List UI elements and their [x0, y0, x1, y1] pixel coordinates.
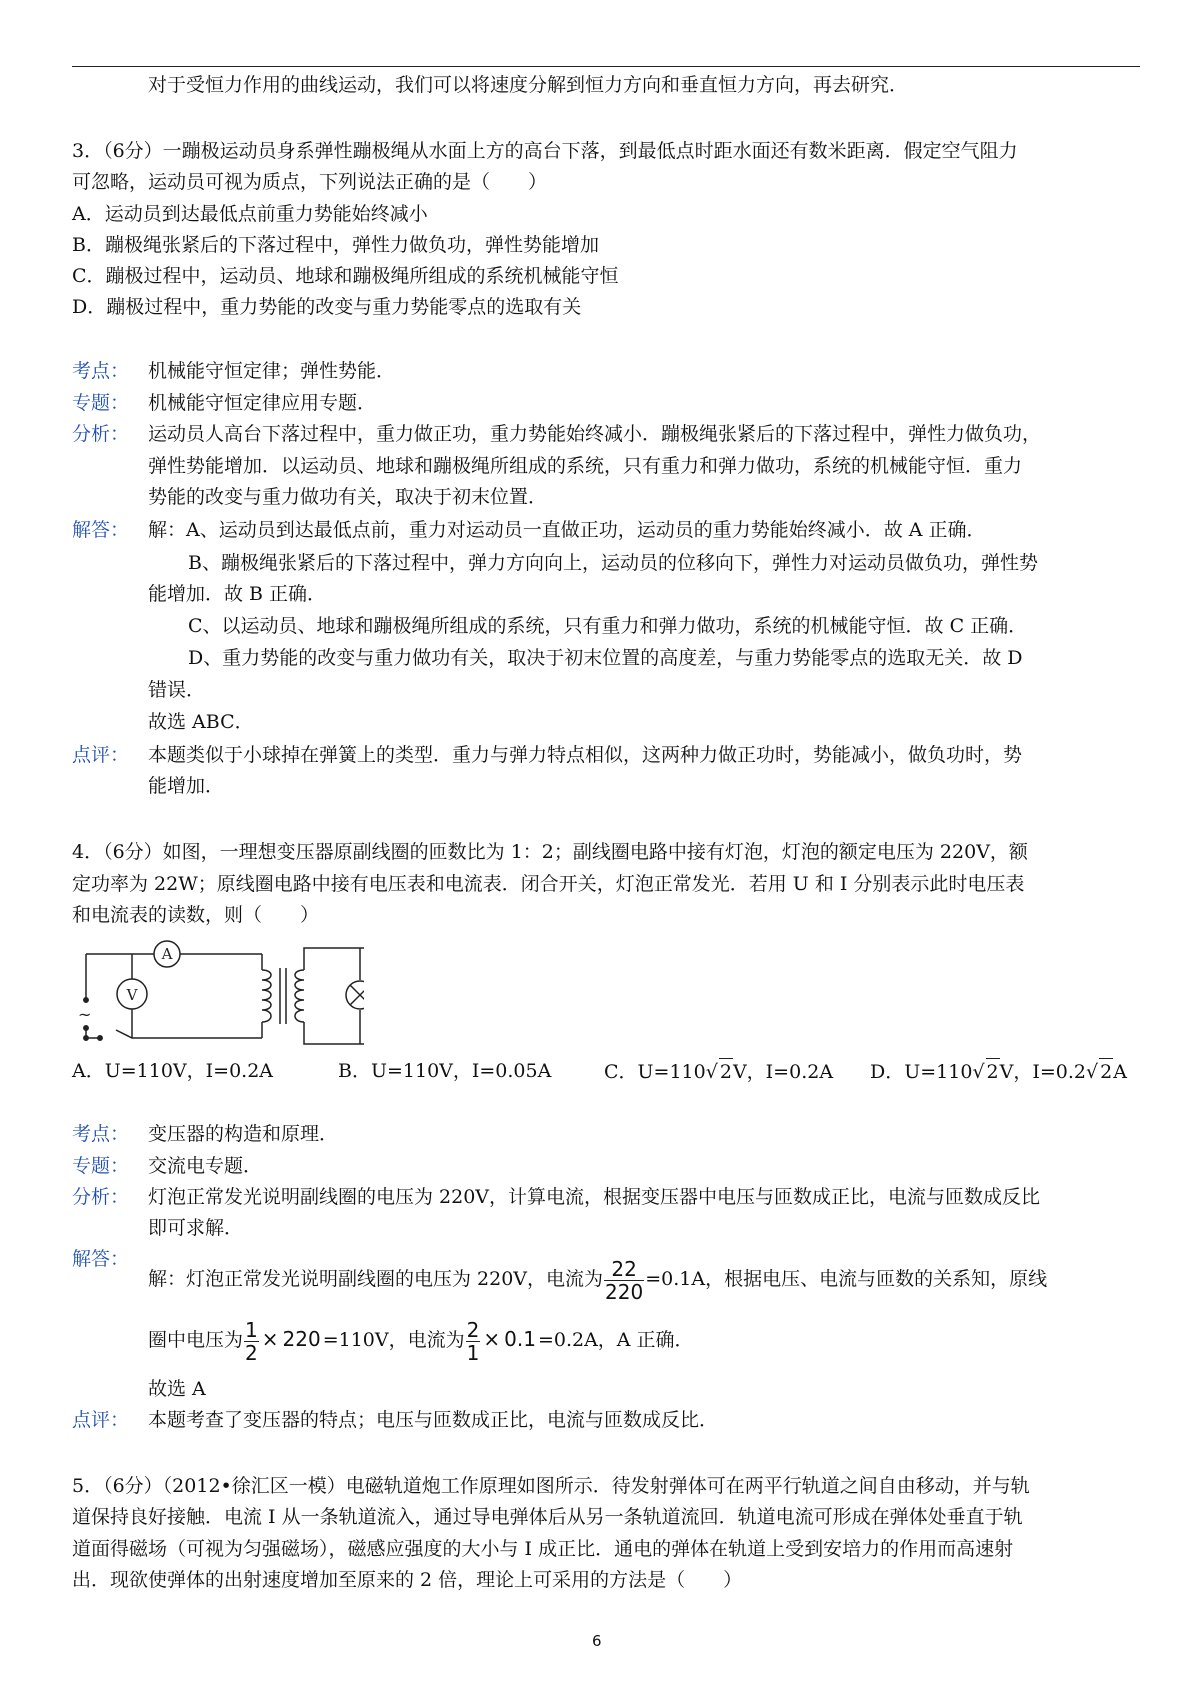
q4-dianping: 本题考查了变压器的特点；电压与匝数成正比，电流与匝数成反比．: [148, 1409, 719, 1431]
transformer-circuit-diagram: [74, 930, 364, 1050]
q3-option-c: C．蹦极过程中，运动员、地球和蹦极绳所组成的系统机械能守恒: [72, 265, 619, 287]
fraction-2-over-1: $\frac{2}{1}$: [466, 1317, 480, 1365]
q4-jieda-line-1: 解：灯泡正常发光说明副线圈的电压为 220V，电流为 $\frac{22}{220}$ =0.1A，根据电压、电流与匝数的关系知，原线: [148, 1256, 1048, 1304]
voltmeter-label: V: [126, 986, 138, 1004]
q3-jieda-line-4: C、以运动员、地球和蹦极绳所组成的系统，只有重力和弹力做功，系统的机械能守恒．故 C 正确．: [188, 615, 1028, 637]
q3-dianping-line-1: 本题类似于小球掉在弹簧上的类型．重力与弹力特点相似，这两种力做正功时，势能减小，做负功时，势: [148, 744, 1023, 766]
fraction-22-over-220: $\frac{22}{220}$: [605, 1256, 644, 1304]
q3-option-a: A．运动员到达最低点前重力势能始终减小: [72, 203, 428, 225]
q3-zhuanti-label: 专题：: [72, 392, 130, 414]
q4-zhuanti-label: 专题：: [72, 1155, 130, 1177]
q3-jieda-line-6: 错误．: [148, 679, 206, 701]
q4-fenxi-line-1: 灯泡正常发光说明副线圈的电压为 220V，计算电流，根据变压器中电压与匝数成正比，电流与匝数成反比: [148, 1186, 1041, 1208]
q3-kaodian: 机械能守恒定律；弹性势能．: [148, 360, 396, 382]
fraction-1-over-2: $\frac{1}{2}$: [245, 1317, 258, 1365]
q3-jieda-line-7: 故选 ABC．: [148, 711, 254, 733]
q3-option-d: D．蹦极过程中，重力势能的改变与重力势能零点的选取有关: [72, 296, 582, 318]
q3-fenxi-label: 分析：: [72, 423, 130, 445]
q4-stem-line-1: 4．（6分）如图，一理想变压器原副线圈的匝数比为 1：2；副线圈电路中接有灯泡，灯泡的额定电压为 220V，额: [72, 841, 1028, 863]
q5-stem-line-2: 道保持良好接触．电流 I 从一条轨道流入，通过导电弹体后从另一条轨道流回．轨道电流可形成在弹体处垂直于轨: [72, 1506, 1023, 1528]
q4-jieda-line-2: 圈中电压为 $\frac{1}{2}$ × 220 =110V，电流为 $\frac{2}{1}$ × 0.1 =0.2A，A 正确．: [148, 1317, 694, 1365]
q4-option-c: C．U=110√ 2V，I=0.2A: [604, 1058, 833, 1085]
q5-stem-line-4: 出．现欲使弹体的出射速度增加至原来的 2 倍，理论上可采用的方法是（ ）: [72, 1569, 743, 1591]
q5-stem-line-1: 5．（6分）（2012•徐汇区一模）电磁轨道炮工作原理如图所示．待发射弹体可在两平行轨道之间自由移动，并与轨: [72, 1475, 1030, 1497]
q4-option-a: A．U=110V，I=0.2A: [72, 1060, 274, 1082]
header-note: 对于受恒力作用的曲线运动，我们可以将速度分解到恒力方向和垂直恒力方向，再去研究．: [148, 74, 909, 96]
q4-jieda-label: 解答：: [72, 1248, 130, 1270]
q4-option-b: B．U=110V，I=0.05A: [338, 1060, 552, 1082]
q4-fenxi-line-2: 即可求解．: [148, 1217, 244, 1239]
q3-dianping-line-2: 能增加．: [148, 775, 225, 797]
q4-kaodian-label: 考点：: [72, 1123, 130, 1145]
q3-fenxi-line-3: 势能的改变与重力做功有关，取决于初末位置．: [148, 486, 548, 508]
ac-source-symbol: ~: [78, 1005, 92, 1024]
q4-option-d: D．U=110√ 2V，I=0.2√ 2A: [870, 1058, 1127, 1085]
q3-jieda-line-3: 能增加．故 B 正确．: [148, 583, 327, 605]
q3-stem-line-2: 可忽略，运动员可视为质点，下列说法正确的是（ ）: [72, 171, 548, 193]
page-number: 6: [592, 1632, 602, 1650]
q5-stem-line-3: 道面得磁场（可视为匀强磁场），磁感应强度的大小与 I 成正比．通电的弹体在轨道上受到安培力的作用而高速射: [72, 1538, 1014, 1560]
q3-zhuanti: 机械能守恒定律应用专题．: [148, 392, 377, 414]
q4-fenxi-label: 分析：: [72, 1186, 130, 1208]
q3-jieda-line-5: D、重力势能的改变与重力做功有关，取决于初末位置的高度差，与重力势能零点的选取无关．故 D: [188, 647, 1023, 669]
q3-jieda-line-2: B、蹦极绳张紧后的下落过程中，弹力方向向上，运动员的位移向下，弹性力对运动员做负功，弹性势: [188, 552, 1038, 574]
q3-jieda-label: 解答：: [72, 519, 130, 541]
q3-jieda-line-1: 解：A、运动员到达最低点前，重力对运动员一直做正功，运动员的重力势能始终减小．故 A 正确．: [148, 519, 986, 541]
q3-option-b: B．蹦极绳张紧后的下落过程中，弹性力做负功，弹性势能增加: [72, 234, 599, 256]
q4-dianping-label: 点评：: [72, 1409, 130, 1431]
q4-jieda-line-3: 故选 A: [148, 1378, 206, 1400]
q3-kaodian-label: 考点：: [72, 360, 130, 382]
q4-kaodian: 变压器的构造和原理．: [148, 1123, 339, 1145]
q4-stem-line-3: 和电流表的读数，则（ ）: [72, 904, 320, 926]
q3-fenxi-line-2: 弹性势能增加．以运动员、地球和蹦极绳所组成的系统，只有重力和弹力做功，系统的机械能守恒．重力: [148, 455, 1023, 477]
q3-fenxi-line-1: 运动员人高台下落过程中，重力做正功，重力势能始终减小．蹦极绳张紧后的下落过程中，弹性力做负功，: [148, 423, 1042, 445]
q3-stem-line-1: 3．（6分）一蹦极运动员身系弹性蹦极绳从水面上方的高台下落，到最低点时距水面还有数米距离．假定空气阻力: [72, 140, 1018, 162]
q4-stem-line-2: 定功率为 22W；原线圈电路中接有电压表和电流表．闭合开关，灯泡正常发光．若用 U 和 I 分别表示此时电压表: [72, 873, 1025, 895]
ammeter-label: A: [161, 945, 173, 963]
header-rule: [72, 66, 1140, 67]
q4-zhuanti: 交流电专题．: [148, 1155, 263, 1177]
q3-dianping-label: 点评：: [72, 744, 130, 766]
